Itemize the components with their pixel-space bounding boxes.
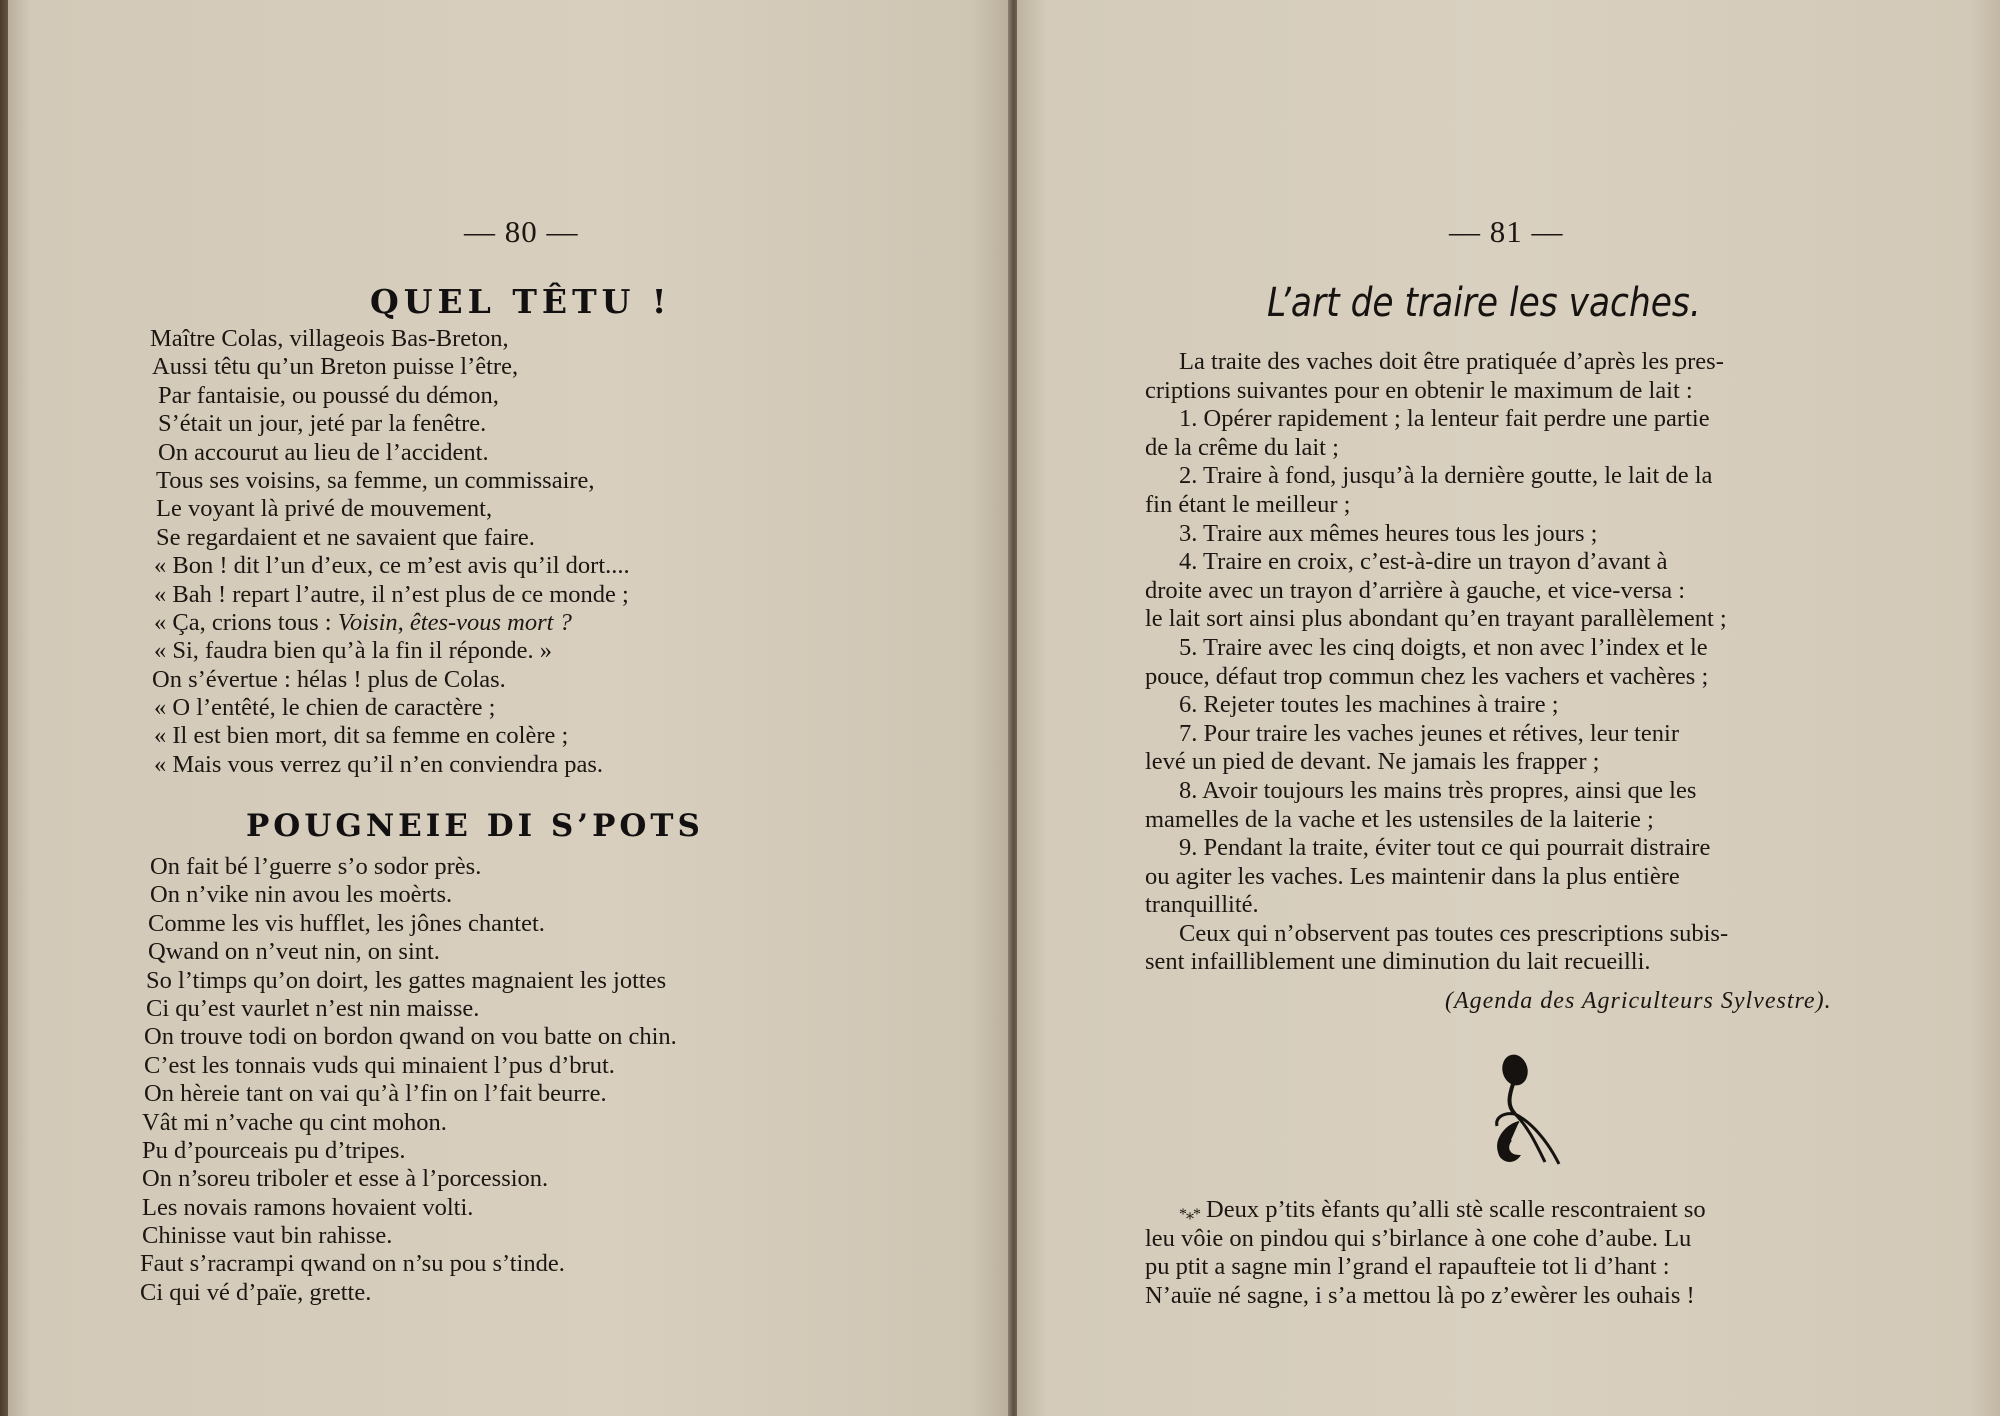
article-line: 7. Pour traire les vaches jeunes et rétives, leur tenir bbox=[1179, 719, 1680, 747]
article-line: levé un pied de devant. Ne jamais les frapper ; bbox=[1145, 748, 1600, 776]
anecdote-line: pu ptit a sagne min l’grand el rapaufteie tot li d’hant : bbox=[1145, 1253, 1670, 1281]
article-line: le lait sort ainsi plus abondant qu’en trayant parallèlement ; bbox=[1145, 605, 1727, 633]
article-line: 6. Rejeter toutes les machines à traire ; bbox=[1179, 691, 1559, 719]
poem-line: « Bon ! dit l’un d’eux, ce m’est avis qu’il dort.... bbox=[154, 552, 630, 580]
anecdote-line bbox=[1145, 1196, 1915, 1225]
poem-line: « Bah ! repart l’autre, il n’est plus de ce monde ; bbox=[154, 580, 629, 608]
page-number-81: — 81 — bbox=[1449, 214, 1564, 249]
proverb-line: Les novais ramons hovaient volti. bbox=[142, 1193, 474, 1221]
poem-line: Aussi têtu qu’un Breton puisse l’être, bbox=[152, 353, 519, 381]
asterism: *⁎* bbox=[1179, 1206, 1200, 1223]
anecdote-line: N’auïe né sagne, i s’a mettou là po z’ewèrer les ouhais ! bbox=[1145, 1281, 1695, 1309]
poem-line: S’était un jour, jeté par la fenêtre. bbox=[158, 410, 487, 438]
right-page bbox=[1017, 0, 2000, 1416]
article-line: 3. Traire aux mêmes heures tous les jours ; bbox=[1179, 519, 1598, 547]
proverb-list bbox=[136, 853, 677, 1307]
article-line: Ceux qui n’observent pas toutes ces prescriptions subis- bbox=[1179, 919, 1729, 947]
proverb-line: Vât mi n’vache qu cint mohon. bbox=[142, 1108, 447, 1136]
article-line: 5. Traire avec les cinq doigts, et non avec l’index et le bbox=[1179, 633, 1708, 661]
article-line: ou agiter les vaches. Les maintenir dans la plus entière bbox=[1145, 862, 1680, 890]
proverb-line: Ci qu’est vaurlet n’est nin maisse. bbox=[146, 994, 480, 1022]
article-line: 8. Avoir toujours les mains très propres, ainsi que les bbox=[1179, 776, 1697, 804]
article-line: 9. Pendant la traite, éviter tout ce qui pourrait distraire bbox=[1179, 834, 1711, 862]
proverb-line: On trouve todi on bordon qwand on vou batte on chin. bbox=[144, 1023, 677, 1051]
poem-line: On accourut au lieu de l’accident. bbox=[158, 438, 489, 466]
article-line: sent infailliblement une diminution du lait recueilli. bbox=[1145, 948, 1651, 976]
article-line: 1. Opérer rapidement ; la lenteur fait perdre une partie bbox=[1179, 405, 1710, 433]
proverb-line: Qwand on n’veut nin, on sint. bbox=[148, 938, 440, 966]
poem-line: « Mais vous verrez qu’il n’en conviendra pas. bbox=[154, 750, 604, 778]
poem-line: Le voyant là privé de mouvement, bbox=[156, 495, 493, 523]
article-line: pouce, défaut trop commun chez les vachers et vachères ; bbox=[1145, 662, 1709, 690]
poem-line: « Il est bien mort, dit sa femme en colère ; bbox=[154, 722, 569, 750]
poem-line: Se regardaient et ne savaient que faire. bbox=[156, 523, 535, 551]
poem-title-pougneie: POUGNEIE DI S’POTS bbox=[246, 808, 704, 844]
poem-line: On s’évertue : hélas ! plus de Colas. bbox=[152, 665, 506, 693]
article-line: 2. Traire à fond, jusqu’à la dernière goutte, le lait de la bbox=[1179, 462, 1713, 490]
left-page bbox=[8, 0, 1012, 1416]
proverb-line: Faut s’racrampi qwand on n’su pou s’tinde. bbox=[140, 1250, 565, 1278]
page-number-80: — 80 — bbox=[464, 214, 579, 249]
article-line: mamelles de la vache et les ustensiles de la laiterie ; bbox=[1145, 805, 1654, 833]
proverb-line: On hèreie tant on vai qu’à l’fin on l’fait beurre. bbox=[144, 1080, 607, 1108]
poem-line: Tous ses voisins, sa femme, un commissaire, bbox=[156, 466, 595, 494]
anecdote-line-text: Deux p’tits èfants qu’alli stè scalle rescontraient so bbox=[1206, 1196, 1706, 1223]
proverb-line: So l’timps qu’on doirt, les gattes magnaient les jottes bbox=[146, 966, 667, 994]
proverb-line: On fait bé l’guerre s’o sodor près. bbox=[150, 853, 482, 880]
article-line: La traite des vaches doit être pratiquée d’après les pres- bbox=[1179, 348, 1724, 375]
poem-title-quel-tetu: QUEL TÊTU ! bbox=[370, 282, 672, 321]
poem-line: « O l’entêté, le chien de caractère ; bbox=[154, 694, 496, 722]
anecdote bbox=[1145, 1196, 1915, 1310]
article-title: L’art de traire les vaches. bbox=[1267, 280, 1701, 326]
anecdote-line: leu vôie on pindou qui s’birlance à one cohe d’aube. Lu bbox=[1145, 1224, 1692, 1252]
floral-ornament-icon bbox=[1485, 1052, 1575, 1170]
article-line: de la crême du lait ; bbox=[1145, 433, 1339, 461]
proverb-line: Comme les vis hufflet, les jônes chantet. bbox=[148, 909, 545, 937]
article-line: fin étant le meilleur ; bbox=[1145, 490, 1351, 518]
article-line: droite avec un trayon d’arrière à gauche, et vice-versa : bbox=[1145, 576, 1686, 604]
poem-line-start: « Ça, crions tous : bbox=[154, 608, 338, 636]
article-source: (Agenda des Agriculteurs Sylvestre). bbox=[1445, 988, 1832, 1014]
proverb-line: Pu d’pourceais pu d’tripes. bbox=[142, 1136, 406, 1164]
proverb-line: Ci qui vé d’païe, grette. bbox=[140, 1278, 372, 1306]
poem-line bbox=[150, 609, 630, 637]
poem-line: Maître Colas, villageois Bas-Breton, bbox=[150, 325, 509, 352]
proverb-line: On n’vike nin avou les moèrts. bbox=[150, 881, 453, 909]
poem-quel-tetu bbox=[150, 325, 630, 779]
proverb-line: C’est les tonnais vuds qui minaient l’pus d’brut. bbox=[144, 1051, 615, 1079]
italic-phrase: Voisin, êtes-vous mort ? bbox=[337, 608, 572, 636]
proverb-line: Chinisse vaut bin rahisse. bbox=[142, 1222, 393, 1250]
proverb-line: On n’soreu triboler et esse à l’porcession. bbox=[142, 1165, 549, 1193]
article-line: 4. Traire en croix, c’est-à-dire un trayon d’avant à bbox=[1179, 548, 1668, 576]
article-body bbox=[1145, 348, 1915, 977]
article-line: tranquillité. bbox=[1145, 891, 1259, 919]
poem-line: Par fantaisie, ou poussé du démon, bbox=[158, 381, 499, 409]
article-line: criptions suivantes pour en obtenir le maximum de lait : bbox=[1145, 376, 1693, 404]
poem-line: « Si, faudra bien qu’à la fin il réponde. » bbox=[154, 637, 553, 665]
